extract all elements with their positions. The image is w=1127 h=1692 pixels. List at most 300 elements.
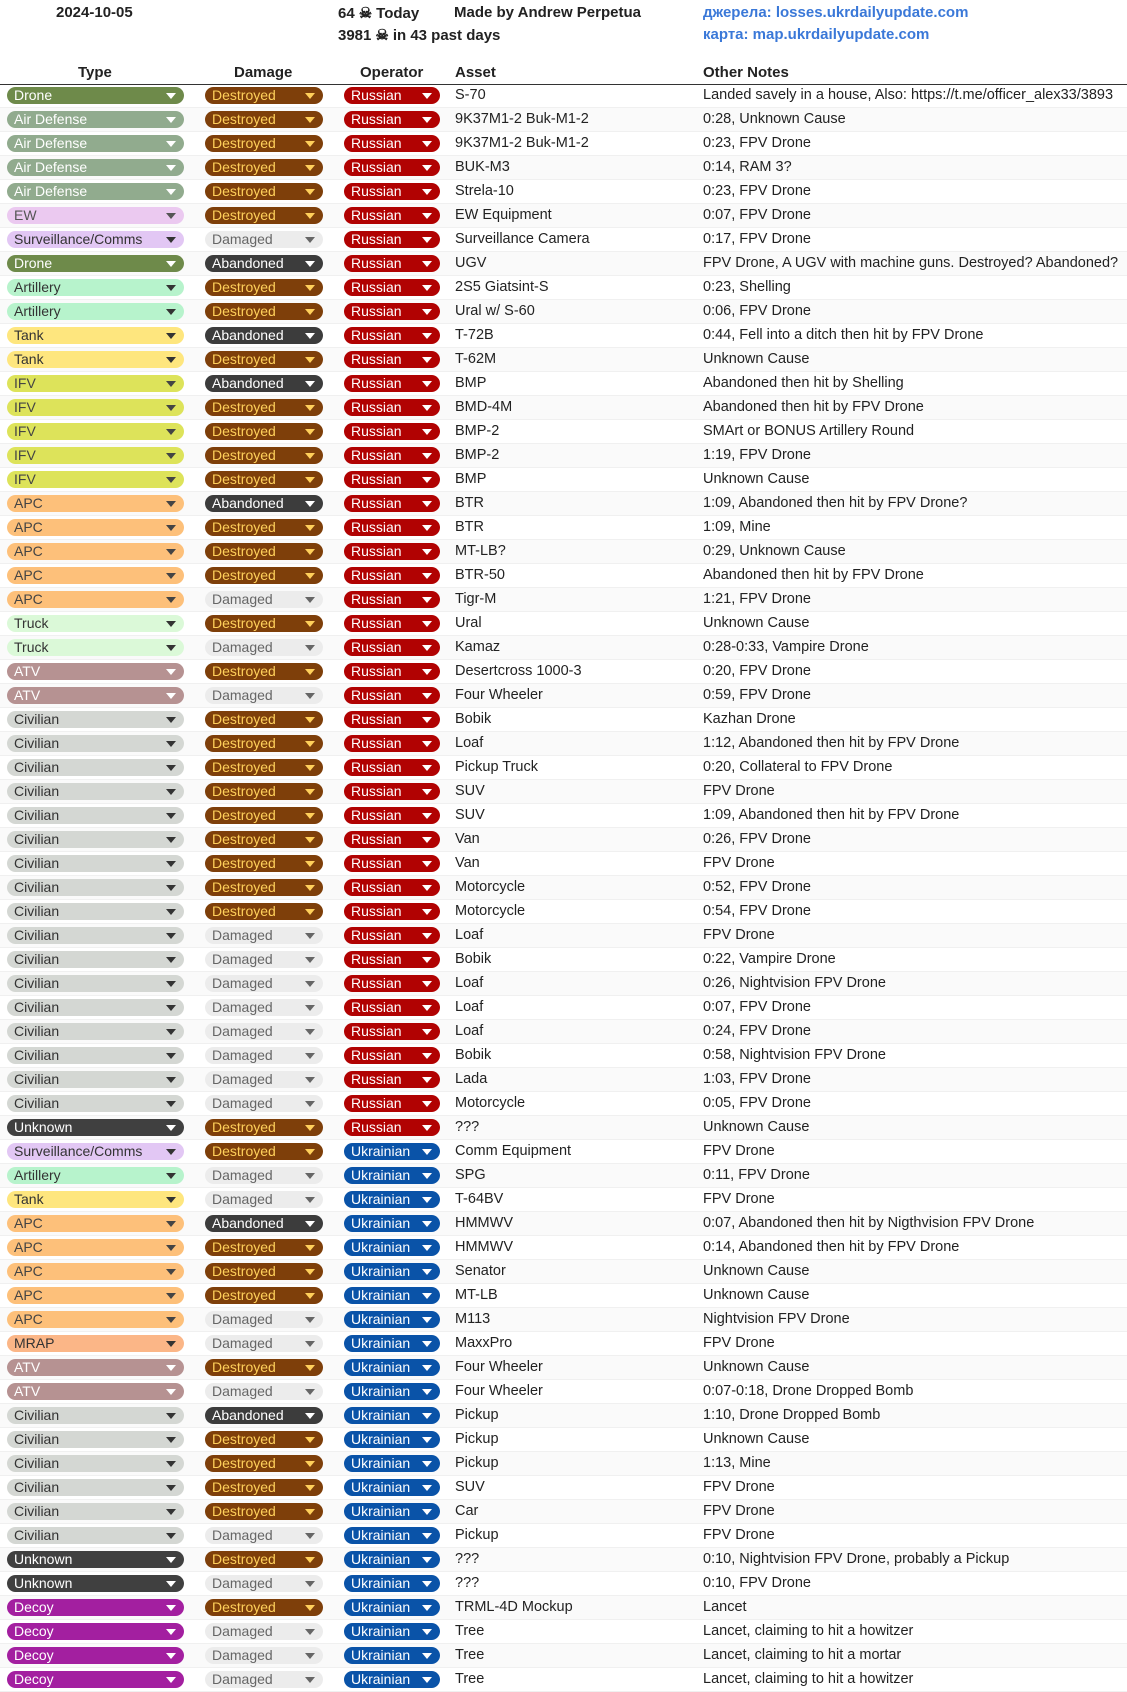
damage-dropdown[interactable] (205, 1071, 323, 1088)
operator-dropdown[interactable] (344, 519, 440, 536)
asset-cell: Van (455, 855, 480, 871)
operator-dropdown[interactable] (344, 1335, 440, 1352)
damage-dropdown[interactable] (205, 135, 323, 152)
damage-dropdown[interactable] (205, 1623, 323, 1640)
notes-cell: FPV Drone (703, 1143, 775, 1159)
damage-dropdown[interactable] (205, 1215, 323, 1232)
table-row (0, 1404, 1127, 1428)
operator-dropdown[interactable] (344, 1623, 440, 1640)
damage-dropdown[interactable] (205, 1023, 323, 1040)
damage-dropdown[interactable] (205, 303, 323, 320)
operator-dropdown[interactable] (344, 1311, 440, 1328)
operator-dropdown[interactable] (344, 1671, 440, 1688)
chevron-down-icon (305, 1269, 315, 1275)
damage-dropdown-label: Destroyed (212, 87, 276, 103)
operator-dropdown[interactable] (344, 1023, 440, 1040)
operator-dropdown[interactable] (344, 423, 440, 440)
type-dropdown[interactable] (7, 903, 184, 920)
operator-dropdown[interactable] (344, 1575, 440, 1592)
map-link[interactable]: карта: map.ukrdailyupdate.com (703, 26, 930, 43)
table-row (0, 108, 1127, 132)
damage-dropdown[interactable] (205, 399, 323, 416)
type-dropdown-label: Surveillance/Comms (14, 231, 143, 247)
notes-cell: Unknown Cause (703, 1287, 810, 1303)
damage-dropdown[interactable] (205, 879, 323, 896)
type-dropdown[interactable] (7, 831, 184, 848)
operator-dropdown[interactable] (344, 639, 440, 656)
notes-cell: FPV Drone (703, 1503, 775, 1519)
operator-dropdown[interactable] (344, 543, 440, 560)
operator-dropdown[interactable] (344, 831, 440, 848)
damage-dropdown[interactable] (205, 159, 323, 176)
type-dropdown[interactable] (7, 1119, 184, 1136)
table-row (0, 1356, 1127, 1380)
type-dropdown[interactable] (7, 1503, 184, 1520)
operator-dropdown[interactable] (344, 615, 440, 632)
operator-dropdown[interactable] (344, 783, 440, 800)
damage-dropdown[interactable] (205, 1431, 323, 1448)
type-dropdown[interactable] (7, 327, 184, 344)
type-dropdown[interactable] (7, 519, 184, 536)
damage-dropdown[interactable] (205, 1263, 323, 1280)
chevron-down-icon (422, 717, 432, 723)
type-dropdown[interactable] (7, 1335, 184, 1352)
type-dropdown[interactable] (7, 1167, 184, 1184)
damage-dropdown[interactable] (205, 1095, 323, 1112)
chevron-down-icon (422, 1245, 432, 1251)
type-dropdown[interactable] (7, 1023, 184, 1040)
damage-dropdown[interactable] (205, 687, 323, 704)
damage-dropdown[interactable] (205, 1551, 323, 1568)
operator-dropdown-label: Russian (351, 1023, 402, 1039)
type-dropdown[interactable] (7, 471, 184, 488)
type-dropdown-label: Civilian (14, 1527, 60, 1543)
type-dropdown[interactable] (7, 975, 184, 992)
operator-dropdown[interactable] (344, 1383, 440, 1400)
damage-dropdown-label: Destroyed (212, 1431, 276, 1447)
chevron-down-icon (166, 1509, 176, 1515)
operator-dropdown[interactable] (344, 1191, 440, 1208)
type-dropdown[interactable] (7, 87, 184, 104)
type-dropdown[interactable] (7, 1455, 184, 1472)
type-dropdown[interactable] (7, 591, 184, 608)
type-dropdown[interactable] (7, 1359, 184, 1376)
operator-dropdown[interactable] (344, 231, 440, 248)
type-dropdown[interactable] (7, 783, 184, 800)
type-dropdown-label: Truck (14, 639, 49, 655)
damage-dropdown-label: Damaged (212, 1023, 273, 1039)
type-dropdown[interactable] (7, 423, 184, 440)
operator-dropdown[interactable] (344, 1455, 440, 1472)
notes-cell: 0:54, FPV Drone (703, 903, 811, 919)
type-dropdown[interactable] (7, 399, 184, 416)
type-dropdown[interactable] (7, 1647, 184, 1664)
type-dropdown[interactable] (7, 159, 184, 176)
damage-dropdown[interactable] (205, 1167, 323, 1184)
chevron-down-icon (422, 1389, 432, 1395)
damage-dropdown[interactable] (205, 735, 323, 752)
operator-dropdown[interactable] (344, 399, 440, 416)
operator-dropdown[interactable] (344, 159, 440, 176)
damage-dropdown[interactable] (205, 1383, 323, 1400)
damage-dropdown-label: Destroyed (212, 399, 276, 415)
damage-dropdown-label: Destroyed (212, 855, 276, 871)
chevron-down-icon (305, 1077, 315, 1083)
damage-dropdown[interactable] (205, 183, 323, 200)
operator-dropdown[interactable] (344, 1287, 440, 1304)
damage-dropdown[interactable] (205, 375, 323, 392)
type-dropdown-label: IFV (14, 399, 36, 415)
chevron-down-icon (305, 1533, 315, 1539)
operator-dropdown[interactable] (344, 111, 440, 128)
damage-dropdown[interactable] (205, 1503, 323, 1520)
type-dropdown-label: Unknown (14, 1551, 73, 1567)
type-dropdown-label: Civilian (14, 855, 60, 871)
operator-dropdown[interactable] (344, 687, 440, 704)
chevron-down-icon (305, 813, 315, 819)
column-header-operator: Operator (360, 64, 424, 81)
operator-dropdown[interactable] (344, 807, 440, 824)
operator-dropdown[interactable] (344, 1143, 440, 1160)
chevron-down-icon (422, 1197, 432, 1203)
table-row (0, 156, 1127, 180)
damage-dropdown[interactable] (205, 351, 323, 368)
type-dropdown[interactable] (7, 255, 184, 272)
chevron-down-icon (166, 669, 176, 675)
operator-dropdown[interactable] (344, 1095, 440, 1112)
damage-dropdown[interactable] (205, 951, 323, 968)
operator-dropdown[interactable] (344, 207, 440, 224)
damage-dropdown-label: Damaged (212, 1095, 273, 1111)
type-dropdown[interactable] (7, 1095, 184, 1112)
damage-dropdown[interactable] (205, 567, 323, 584)
operator-dropdown[interactable] (344, 1239, 440, 1256)
chevron-down-icon (422, 981, 432, 987)
operator-dropdown[interactable] (344, 351, 440, 368)
type-dropdown[interactable] (7, 279, 184, 296)
damage-dropdown[interactable] (205, 759, 323, 776)
damage-dropdown[interactable] (205, 279, 323, 296)
chevron-down-icon (422, 1605, 432, 1611)
type-dropdown[interactable] (7, 495, 184, 512)
operator-dropdown-label: Russian (351, 951, 402, 967)
asset-cell: BMD-4M (455, 399, 513, 415)
type-dropdown[interactable] (7, 759, 184, 776)
type-dropdown[interactable] (7, 1551, 184, 1568)
damage-dropdown[interactable] (205, 1287, 323, 1304)
asset-cell: UGV (455, 255, 487, 271)
operator-dropdown-label: Ukrainian (351, 1431, 411, 1447)
operator-dropdown[interactable] (344, 975, 440, 992)
asset-cell: BUK-M3 (455, 159, 510, 175)
operator-dropdown[interactable] (344, 879, 440, 896)
damage-dropdown[interactable] (205, 231, 323, 248)
operator-dropdown[interactable] (344, 303, 440, 320)
operator-dropdown[interactable] (344, 1551, 440, 1568)
type-dropdown[interactable] (7, 231, 184, 248)
damage-dropdown[interactable] (205, 591, 323, 608)
damage-dropdown[interactable] (205, 975, 323, 992)
operator-dropdown-label: Russian (351, 543, 402, 559)
type-dropdown[interactable] (7, 711, 184, 728)
type-dropdown[interactable] (7, 1143, 184, 1160)
operator-dropdown[interactable] (344, 183, 440, 200)
operator-dropdown-label: Ukrainian (351, 1191, 411, 1207)
type-dropdown[interactable] (7, 111, 184, 128)
damage-dropdown[interactable] (205, 1575, 323, 1592)
type-dropdown[interactable] (7, 1191, 184, 1208)
table-row (0, 1284, 1127, 1308)
damage-dropdown[interactable] (205, 1239, 323, 1256)
chevron-down-icon (422, 1077, 432, 1083)
operator-dropdown[interactable] (344, 759, 440, 776)
damage-dropdown[interactable] (205, 615, 323, 632)
operator-dropdown[interactable] (344, 591, 440, 608)
asset-cell: Surveillance Camera (455, 231, 590, 247)
asset-cell: Tigr-M (455, 591, 497, 607)
operator-dropdown-label: Ukrainian (351, 1287, 411, 1303)
type-dropdown[interactable] (7, 807, 184, 824)
type-dropdown[interactable] (7, 207, 184, 224)
operator-dropdown-label: Russian (351, 471, 402, 487)
damage-dropdown-label: Destroyed (212, 615, 276, 631)
asset-cell: Four Wheeler (455, 687, 543, 703)
type-dropdown-label: IFV (14, 447, 36, 463)
source-link[interactable]: джерела: losses.ukrdailyupdate.com (703, 4, 969, 21)
type-dropdown[interactable] (7, 999, 184, 1016)
table-row (0, 1620, 1127, 1644)
damage-dropdown[interactable] (205, 519, 323, 536)
operator-dropdown[interactable] (344, 1119, 440, 1136)
damage-dropdown[interactable] (205, 711, 323, 728)
type-dropdown-label: IFV (14, 423, 36, 439)
damage-dropdown[interactable] (205, 1647, 323, 1664)
damage-dropdown[interactable] (205, 1335, 323, 1352)
damage-dropdown[interactable] (205, 1407, 323, 1424)
type-dropdown[interactable] (7, 927, 184, 944)
type-dropdown[interactable] (7, 543, 184, 560)
chevron-down-icon (166, 357, 176, 363)
operator-dropdown[interactable] (344, 1359, 440, 1376)
operator-dropdown[interactable] (344, 999, 440, 1016)
operator-dropdown[interactable] (344, 567, 440, 584)
operator-dropdown[interactable] (344, 951, 440, 968)
type-dropdown[interactable] (7, 1047, 184, 1064)
damage-dropdown[interactable] (205, 1479, 323, 1496)
type-dropdown-label: ATV (14, 1359, 41, 1375)
chevron-down-icon (166, 237, 176, 243)
type-dropdown[interactable] (7, 735, 184, 752)
type-dropdown[interactable] (7, 1263, 184, 1280)
damage-dropdown[interactable] (205, 255, 323, 272)
damage-dropdown[interactable] (205, 855, 323, 872)
damage-dropdown[interactable] (205, 111, 323, 128)
damage-dropdown[interactable] (205, 927, 323, 944)
operator-dropdown[interactable] (344, 855, 440, 872)
damage-dropdown[interactable] (205, 447, 323, 464)
type-dropdown[interactable] (7, 615, 184, 632)
type-dropdown[interactable] (7, 303, 184, 320)
type-dropdown-label: Civilian (14, 1455, 60, 1471)
operator-dropdown[interactable] (344, 447, 440, 464)
operator-dropdown[interactable] (344, 1431, 440, 1448)
operator-dropdown-label: Russian (351, 183, 402, 199)
damage-dropdown[interactable] (205, 1143, 323, 1160)
operator-dropdown-label: Ukrainian (351, 1575, 411, 1591)
type-dropdown[interactable] (7, 1599, 184, 1616)
chevron-down-icon (305, 1365, 315, 1371)
damage-dropdown[interactable] (205, 207, 323, 224)
damage-dropdown[interactable] (205, 327, 323, 344)
operator-dropdown[interactable] (344, 1263, 440, 1280)
operator-dropdown[interactable] (344, 1167, 440, 1184)
type-dropdown[interactable] (7, 567, 184, 584)
damage-dropdown[interactable] (205, 783, 323, 800)
type-dropdown[interactable] (7, 351, 184, 368)
damage-dropdown[interactable] (205, 831, 323, 848)
type-dropdown[interactable] (7, 1383, 184, 1400)
damage-dropdown[interactable] (205, 543, 323, 560)
damage-dropdown[interactable] (205, 1527, 323, 1544)
damage-dropdown[interactable] (205, 87, 323, 104)
notes-cell: Abandoned then hit by Shelling (703, 375, 904, 391)
operator-dropdown[interactable] (344, 1479, 440, 1496)
type-dropdown[interactable] (7, 663, 184, 680)
table-row (0, 300, 1127, 324)
asset-cell: Comm Equipment (455, 1143, 572, 1159)
chevron-down-icon (166, 645, 176, 651)
damage-dropdown[interactable] (205, 471, 323, 488)
operator-dropdown[interactable] (344, 1215, 440, 1232)
operator-dropdown-label: Russian (351, 1047, 402, 1063)
type-dropdown[interactable] (7, 1431, 184, 1448)
table-row (0, 396, 1127, 420)
chevron-down-icon (166, 1581, 176, 1587)
damage-dropdown-label: Destroyed (212, 831, 276, 847)
damage-dropdown[interactable] (205, 807, 323, 824)
damage-dropdown[interactable] (205, 903, 323, 920)
operator-dropdown[interactable] (344, 327, 440, 344)
operator-dropdown[interactable] (344, 279, 440, 296)
type-dropdown[interactable] (7, 1527, 184, 1544)
operator-dropdown[interactable] (344, 255, 440, 272)
damage-dropdown[interactable] (205, 1671, 323, 1688)
operator-dropdown[interactable] (344, 87, 440, 104)
chevron-down-icon (166, 1101, 176, 1107)
damage-dropdown[interactable] (205, 1191, 323, 1208)
chevron-down-icon (305, 1605, 315, 1611)
damage-dropdown[interactable] (205, 1455, 323, 1472)
type-dropdown[interactable] (7, 1623, 184, 1640)
operator-dropdown[interactable] (344, 495, 440, 512)
operator-dropdown[interactable] (344, 1647, 440, 1664)
damage-dropdown[interactable] (205, 999, 323, 1016)
chevron-down-icon (305, 837, 315, 843)
chevron-down-icon (422, 261, 432, 267)
chevron-down-icon (422, 1173, 432, 1179)
operator-dropdown[interactable] (344, 471, 440, 488)
past-count: 3981 ☠ in 43 past days (338, 27, 501, 44)
type-dropdown[interactable] (7, 1479, 184, 1496)
type-dropdown[interactable] (7, 1287, 184, 1304)
type-dropdown[interactable] (7, 951, 184, 968)
notes-cell: 1:09, Abandoned then hit by FPV Drone? (703, 495, 968, 511)
type-dropdown[interactable] (7, 1575, 184, 1592)
damage-dropdown[interactable] (205, 1311, 323, 1328)
asset-cell: ??? (455, 1119, 480, 1135)
chevron-down-icon (422, 1269, 432, 1275)
chevron-down-icon (166, 1149, 176, 1155)
type-dropdown[interactable] (7, 1071, 184, 1088)
notes-cell: 0:44, Fell into a ditch then hit by FPV Drone (703, 327, 984, 343)
chevron-down-icon (166, 1197, 176, 1203)
damage-dropdown[interactable] (205, 423, 323, 440)
type-dropdown[interactable] (7, 135, 184, 152)
operator-dropdown[interactable] (344, 375, 440, 392)
operator-dropdown[interactable] (344, 135, 440, 152)
chevron-down-icon (422, 549, 432, 555)
damage-dropdown[interactable] (205, 663, 323, 680)
operator-dropdown[interactable] (344, 735, 440, 752)
operator-dropdown[interactable] (344, 1071, 440, 1088)
type-dropdown[interactable] (7, 687, 184, 704)
operator-dropdown[interactable] (344, 711, 440, 728)
type-dropdown[interactable] (7, 639, 184, 656)
chevron-down-icon (166, 333, 176, 339)
chevron-down-icon (305, 333, 315, 339)
operator-dropdown[interactable] (344, 1503, 440, 1520)
asset-cell: Loaf (455, 927, 484, 943)
operator-dropdown[interactable] (344, 903, 440, 920)
table-row (0, 1092, 1127, 1116)
type-dropdown[interactable] (7, 447, 184, 464)
operator-dropdown[interactable] (344, 1047, 440, 1064)
type-dropdown[interactable] (7, 1215, 184, 1232)
type-dropdown[interactable] (7, 375, 184, 392)
operator-dropdown[interactable] (344, 927, 440, 944)
asset-cell: Tree (455, 1623, 485, 1639)
chevron-down-icon (305, 1173, 315, 1179)
operator-dropdown-label: Ukrainian (351, 1359, 411, 1375)
damage-dropdown[interactable] (205, 1047, 323, 1064)
type-dropdown[interactable] (7, 879, 184, 896)
type-dropdown[interactable] (7, 1407, 184, 1424)
type-dropdown[interactable] (7, 855, 184, 872)
operator-dropdown[interactable] (344, 1527, 440, 1544)
type-dropdown[interactable] (7, 1671, 184, 1688)
damage-dropdown[interactable] (205, 1599, 323, 1616)
asset-cell: ??? (455, 1551, 480, 1567)
type-dropdown[interactable] (7, 1239, 184, 1256)
chevron-down-icon (422, 741, 432, 747)
damage-dropdown[interactable] (205, 1119, 323, 1136)
chevron-down-icon (166, 1365, 176, 1371)
damage-dropdown[interactable] (205, 639, 323, 656)
damage-dropdown-label: Destroyed (212, 351, 276, 367)
operator-dropdown-label: Russian (351, 207, 402, 223)
chevron-down-icon (166, 933, 176, 939)
damage-dropdown[interactable] (205, 1359, 323, 1376)
operator-dropdown[interactable] (344, 1407, 440, 1424)
type-dropdown[interactable] (7, 183, 184, 200)
operator-dropdown-label: Russian (351, 735, 402, 751)
operator-dropdown-label: Russian (351, 87, 402, 103)
operator-dropdown[interactable] (344, 1599, 440, 1616)
type-dropdown[interactable] (7, 1311, 184, 1328)
damage-dropdown[interactable] (205, 495, 323, 512)
operator-dropdown[interactable] (344, 663, 440, 680)
chevron-down-icon (166, 573, 176, 579)
